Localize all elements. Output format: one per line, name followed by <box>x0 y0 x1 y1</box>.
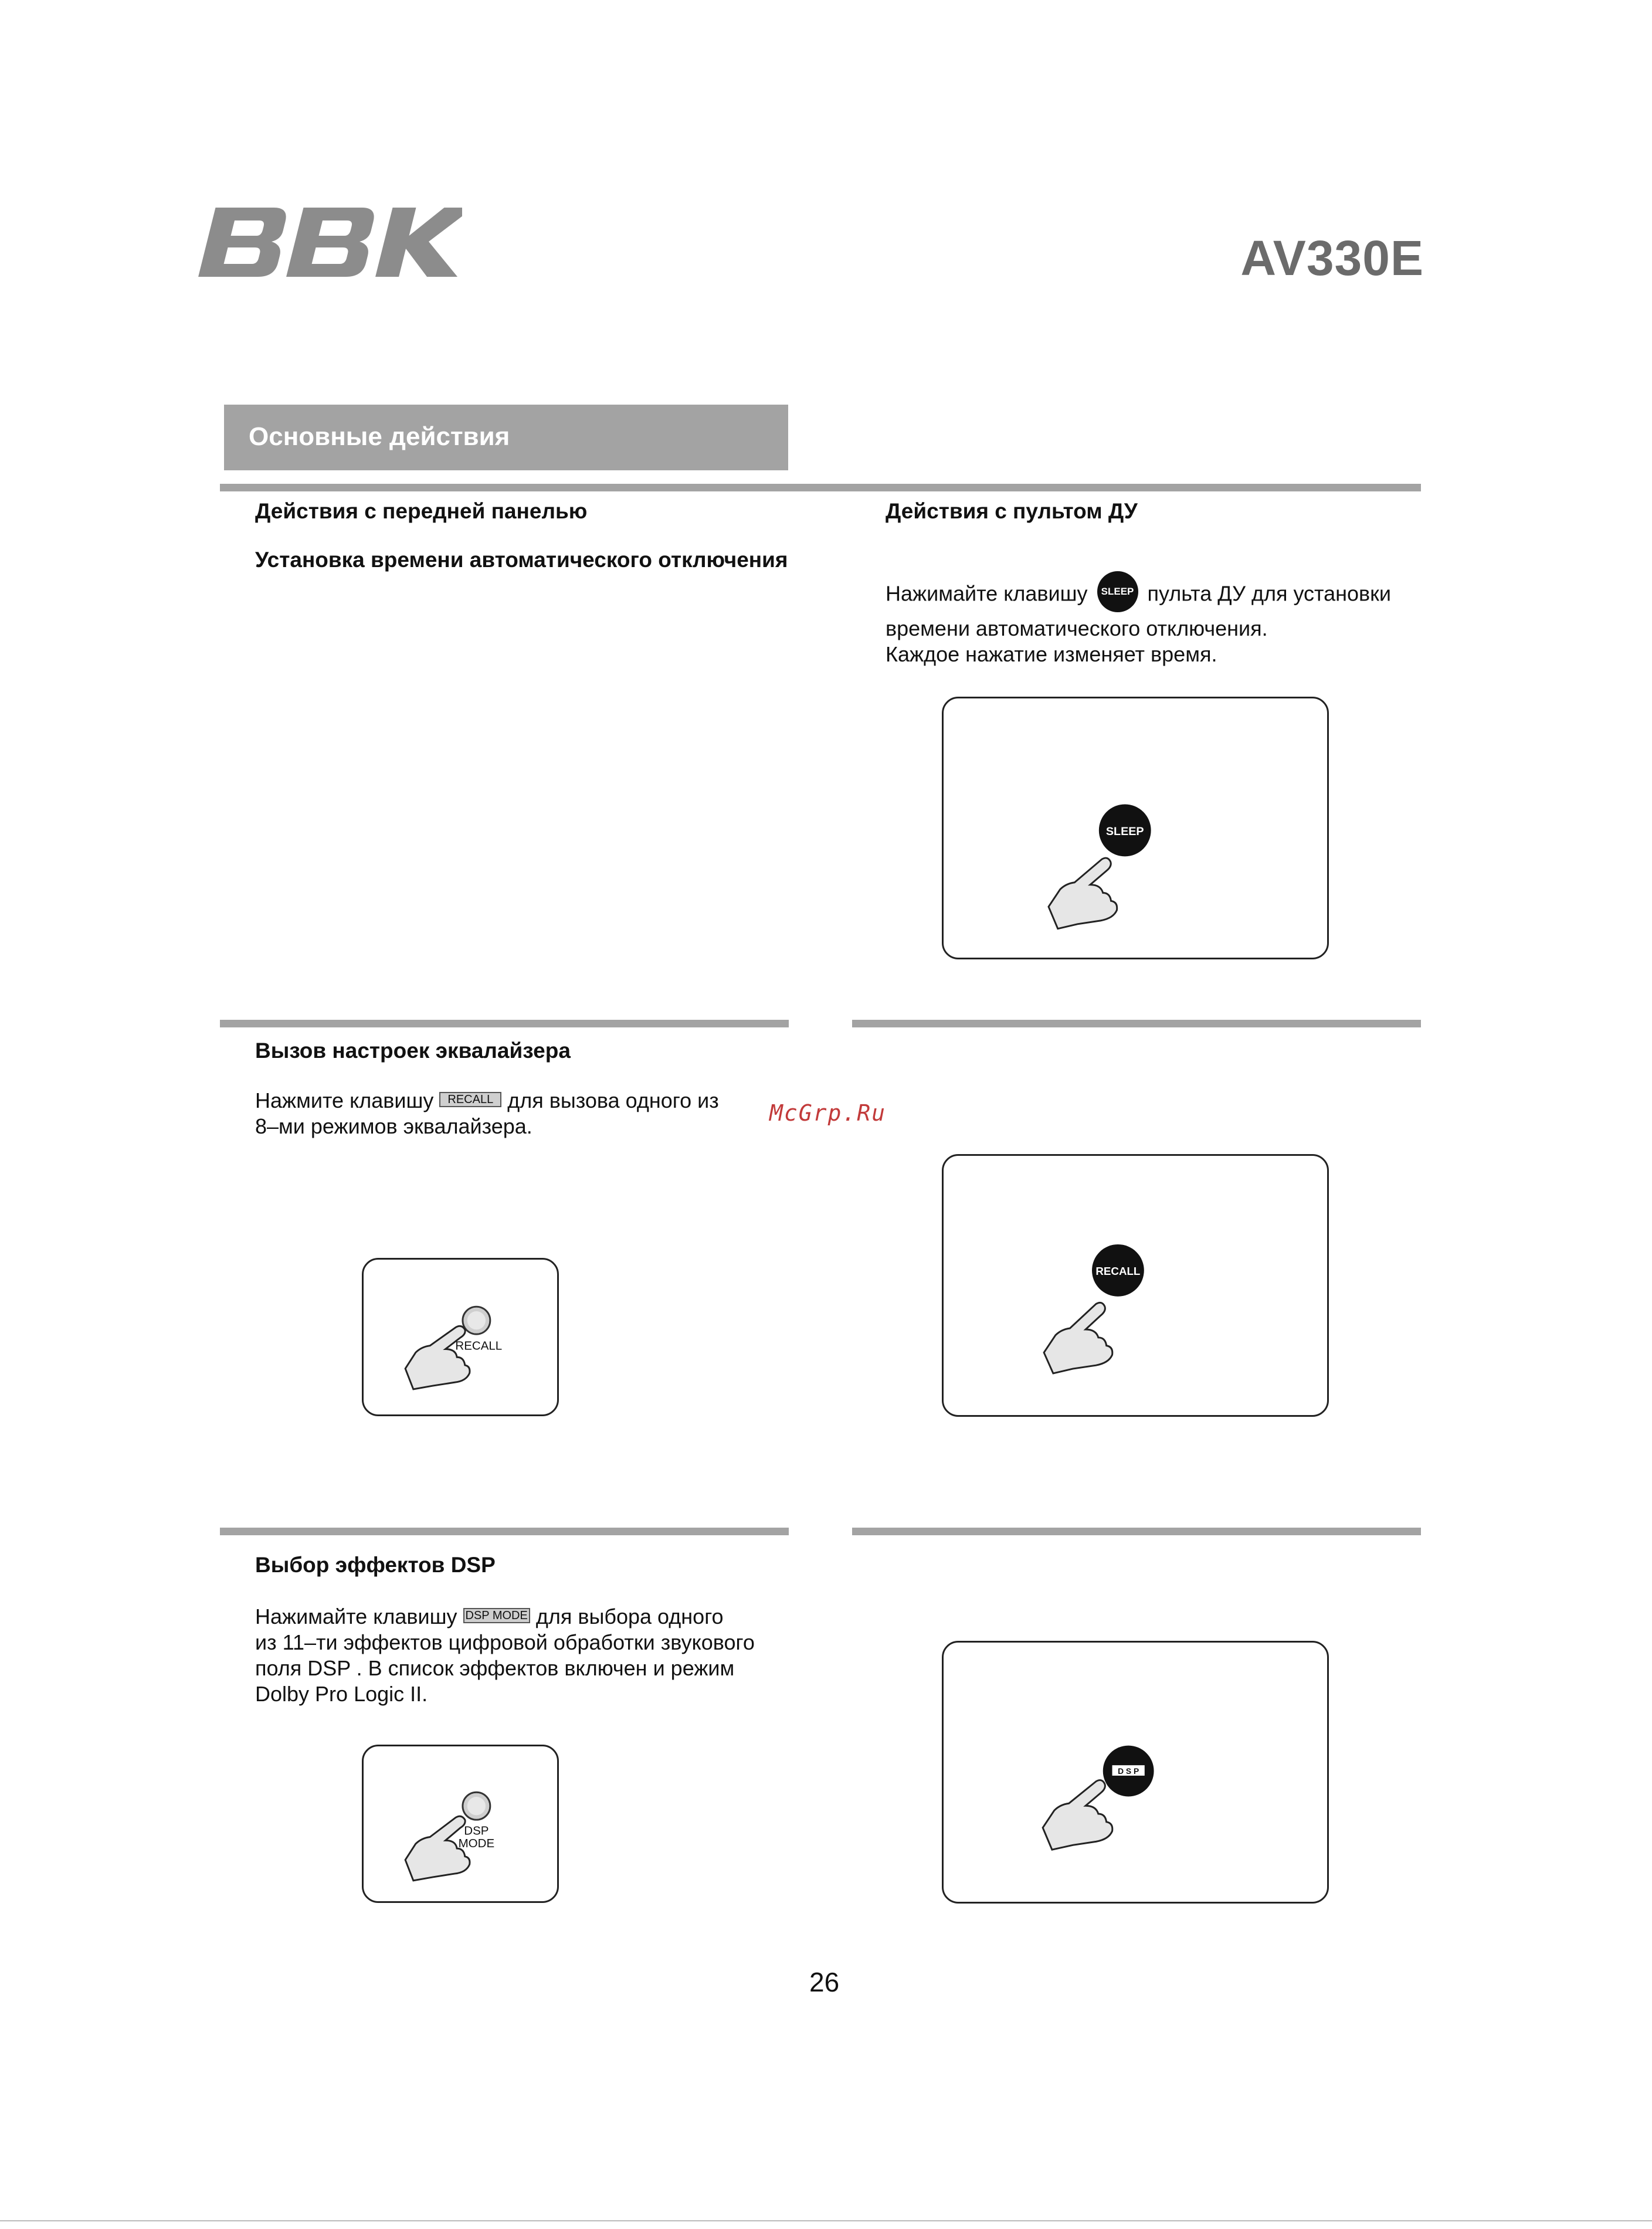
dsp-text-before: Нажимайте клавишу <box>255 1604 457 1629</box>
front-dsp-button-label-2: MODE <box>458 1837 495 1851</box>
front-recall-illustration <box>362 1258 559 1416</box>
divider-low-left <box>220 1528 789 1535</box>
dsp-text-line2: из 11–ти эффектов цифровой обработки звукового <box>255 1630 755 1654</box>
round-button-icon <box>1092 1244 1144 1297</box>
remote-dsp-button-label: D S P <box>1118 1766 1139 1776</box>
remote-sleep-text-before: Нажимайте клавишу <box>886 581 1088 606</box>
front-dsp-illustration <box>362 1745 559 1903</box>
dsp-text-line4: Dolby Pro Logic II. <box>255 1682 428 1706</box>
sleep-heading: Установка времени автоматического отключения <box>255 548 788 572</box>
remote-sleep-button-label: SLEEP <box>1105 825 1144 838</box>
remote-sleep-text-line3: Каждое нажатие изменяет время. <box>886 642 1217 666</box>
dsp-text-line3: поля DSP . В список эффектов включен и режим <box>255 1656 735 1680</box>
dsp-heading: Выбор эффектов DSP <box>255 1553 496 1577</box>
round-button-icon <box>1103 1746 1154 1797</box>
eq-text-after: для вызова одного из <box>507 1088 719 1112</box>
section-banner <box>224 405 788 470</box>
recall-key-icon: RECALL <box>439 1092 501 1107</box>
front-dsp-button-label-1: DSP <box>464 1824 489 1838</box>
hand-pointer-icon <box>1049 858 1117 929</box>
hand-pointer-icon <box>1044 1302 1112 1373</box>
model-name: AV330E <box>1240 230 1424 286</box>
eq-text-line2: 8–ми режимов эквалайзера. <box>255 1114 532 1138</box>
dsp-text <box>255 1604 783 1707</box>
hand-pointer-icon <box>405 1816 470 1881</box>
front-panel-heading: Действия с передней панелью <box>255 499 588 523</box>
sleep-key-icon: SLEEP <box>1097 571 1138 612</box>
page-bottom-edge <box>0 2220 1652 2221</box>
dsp-text-after: для выбора одного <box>535 1604 724 1629</box>
remote-recall-illustration <box>942 1154 1329 1417</box>
front-recall-button-label: RECALL <box>455 1339 503 1353</box>
round-button-icon <box>1099 805 1151 857</box>
divider-low-right <box>852 1528 1421 1535</box>
divider-mid-right <box>852 1020 1421 1027</box>
section-title: Основные действия <box>249 422 510 451</box>
remote-dsp-illustration <box>942 1641 1329 1904</box>
divider-mid-left <box>220 1020 789 1027</box>
remote-sleep-illustration <box>942 697 1329 959</box>
remote-sleep-text-line2: времени автоматического отключения. <box>886 616 1268 640</box>
eq-text-before: Нажмите клавишу <box>255 1088 434 1112</box>
dsp-mode-key-icon: DSP MODE <box>463 1608 530 1623</box>
page-number: 26 <box>809 1967 840 1997</box>
round-button-icon <box>463 1307 490 1334</box>
remote-sleep-text-after: пульта ДУ для установки <box>1147 581 1392 606</box>
remote-sleep-text <box>886 575 1413 667</box>
eq-heading: Вызов настроек эквалайзера <box>255 1039 571 1063</box>
hand-pointer-icon <box>405 1326 470 1389</box>
remote-heading: Действия с пультом ДУ <box>886 499 1138 523</box>
hand-pointer-icon <box>1043 1780 1112 1850</box>
watermark: McGrp.Ru <box>769 1100 887 1126</box>
bbk-logo <box>186 206 462 278</box>
remote-recall-button-label: RECALL <box>1095 1265 1141 1278</box>
round-button-icon <box>463 1792 490 1820</box>
eq-text <box>255 1088 783 1139</box>
divider-top <box>220 484 1421 491</box>
